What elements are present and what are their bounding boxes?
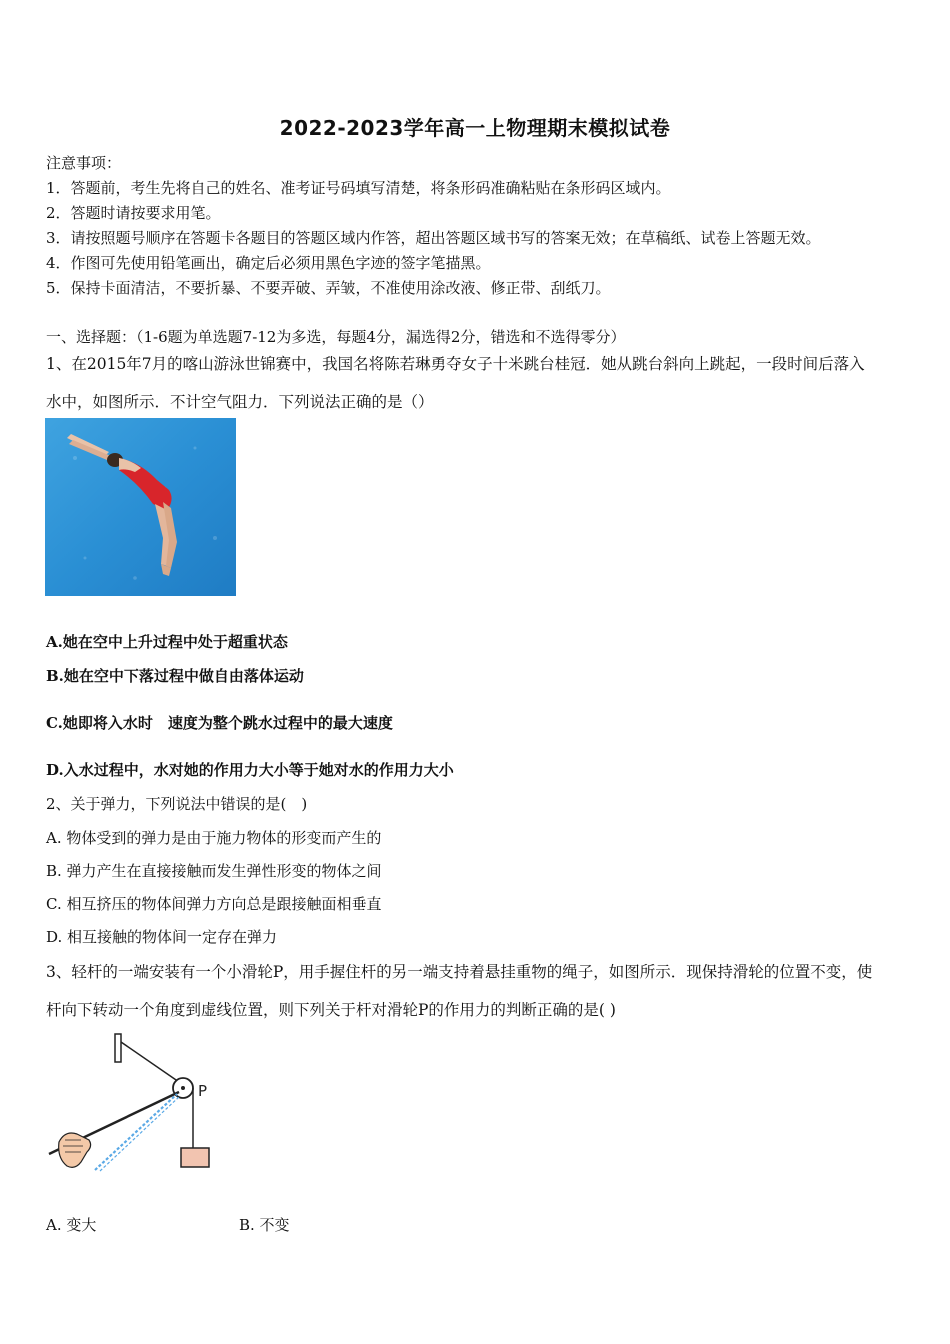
- notice-item-4: 4．作图可先使用铅笔画出，确定后必须用黑色字迹的签字笔描黑。: [46, 254, 491, 272]
- question-1-option-c: C.她即将入水时 速度为整个跳水过程中的最大速度: [46, 714, 393, 732]
- notice-heading: 注意事项：: [46, 154, 122, 172]
- question-1-option-a: A.她在空中上升过程中处于超重状态: [46, 633, 288, 651]
- notice-item-1: 1．答题前，考生先将自己的姓名、准考证号码填写清楚，将条形码准确粘贴在条形码区域内。: [46, 179, 671, 197]
- pulley-label: P: [198, 1082, 208, 1100]
- question-2-option-a: A. 物体受到的弹力是由于施力物体的形变而产生的: [46, 829, 382, 847]
- question-1-option-d: D.入水过程中，水对她的作用力大小等于她对水的作用力大小: [46, 761, 454, 779]
- question-2-option-b: B. 弹力产生在直接接触而发生弹性形变的物体之间: [46, 862, 382, 880]
- question-1-stem-line-1: 1、在2015年7月的喀山游泳世锦赛中，我国名将陈若琳勇夺女子十米跳台桂冠．她从跳台斜向上跳起，一段时间后落入: [46, 355, 865, 373]
- notice-item-2: 2．答题时请按要求用笔。: [46, 204, 221, 222]
- page-title: 2022-2023学年高一上物理期末模拟试卷: [279, 116, 671, 140]
- question-1-stem-line-2: 水中，如图所示．不计空气阻力．下列说法正确的是（）: [46, 393, 434, 411]
- pulley-rod-figure: [45, 1030, 225, 1180]
- notice-item-5: 5．保持卡面清洁，不要折暴、不要弄破、弄皱，不准使用涂改液、修正带、刮纸刀。: [46, 279, 611, 297]
- question-3-stem-line-2: 杆向下转动一个角度到虚线位置，则下列关于杆对滑轮P的作用力的判断正确的是( ): [46, 1001, 616, 1019]
- question-2-option-c: C. 相互挤压的物体间弹力方向总是跟接触面相垂直: [46, 895, 382, 913]
- question-3-stem-line-1: 3、轻杆的一端安装有一个小滑轮P，用手握住杆的另一端支持着悬挂重物的绳子，如图所示．现保持滑轮的位置不变，使: [46, 963, 873, 981]
- question-2-option-d: D. 相互接触的物体间一定存在弹力: [46, 928, 278, 946]
- section-heading: 一、选择题：（1-6题为单选题7-12为多选，每题4分，漏选得2分，错选和不选得零分）: [46, 328, 626, 346]
- question-1-option-b: B.她在空中下落过程中做自由落体运动: [46, 667, 304, 685]
- diver-photo: [45, 418, 236, 596]
- question-3-option-b: B. 不变: [239, 1216, 290, 1234]
- notice-item-3: 3．请按照题号顺序在答题卡各题目的答题区域内作答，超出答题区域书写的答案无效；在草稿纸、试卷上答题无效。: [46, 229, 821, 247]
- question-2-stem: 2、关于弹力，下列说法中错误的是( ): [46, 795, 308, 813]
- question-3-option-a: A. 变大: [46, 1216, 97, 1234]
